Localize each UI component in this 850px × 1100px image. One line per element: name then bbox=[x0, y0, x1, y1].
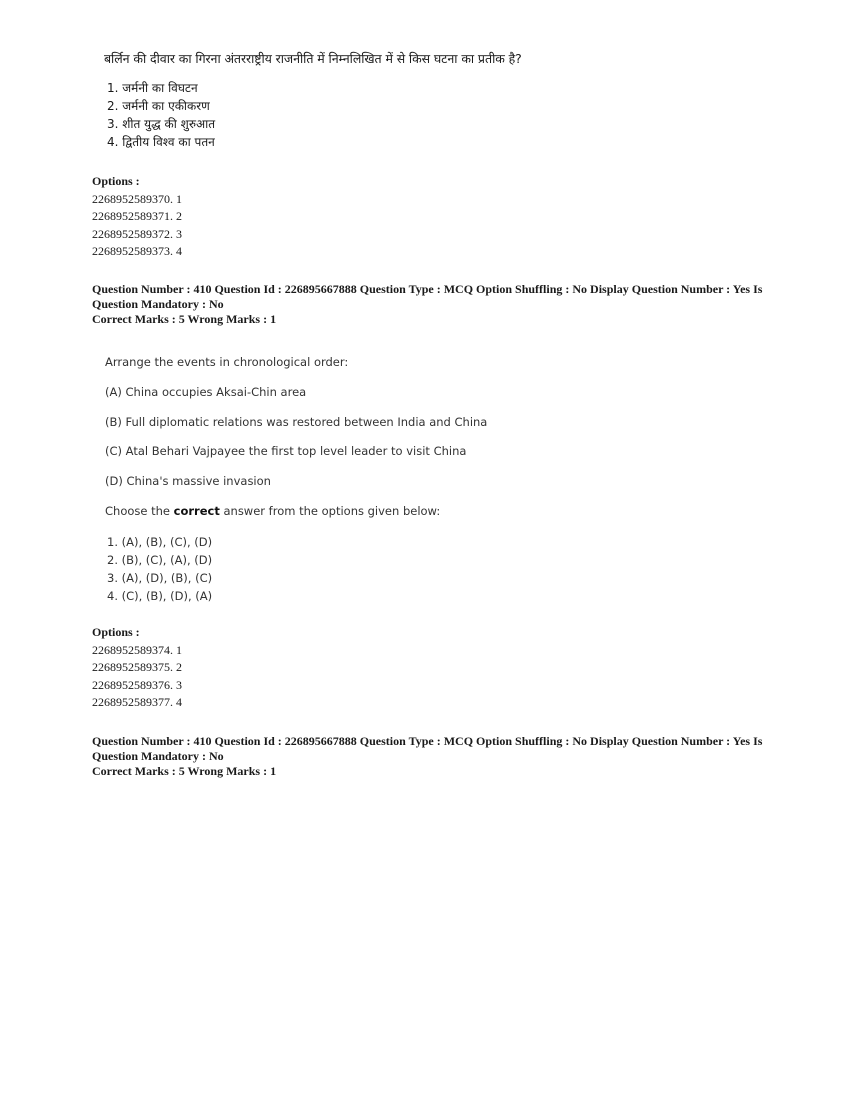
option-id: 2268952589373. 4 bbox=[92, 244, 182, 258]
question-text-hindi: बर्लिन की दीवार का गिरना अंतरराष्ट्रीय राजनीति में निम्नलिखित में से किस घटना का प्रतीक है? bbox=[104, 51, 522, 66]
option-id: 2268952589370. 1 bbox=[92, 191, 182, 206]
choice-item: 4. (C), (B), (D), (A) bbox=[107, 589, 213, 603]
option-id: 2268952589372. 3 bbox=[92, 226, 182, 241]
question-intro: Arrange the events in chronological order: bbox=[105, 355, 349, 369]
meta-line: Question Number : 410 Question Id : 226895667888 Question Type : MCQ Option Shuffling : No Display Question Number : Yes Is bbox=[92, 282, 763, 296]
meta-line: Question Number : 410 Question Id : 226895667888 Question Type : MCQ Option Shuffling : No Display Question Number : Yes Is bbox=[92, 734, 763, 748]
marks-line: Correct Marks : 5 Wrong Marks : 1 bbox=[92, 312, 277, 326]
option-id: 2268952589371. 2 bbox=[92, 209, 182, 223]
choice-item: 3. शीत युद्ध की शुरुआत bbox=[107, 117, 216, 131]
meta-line: Question Mandatory : No bbox=[92, 297, 224, 311]
choice-item: 1. जर्मनी का विघटन bbox=[107, 81, 198, 95]
answer-choices-hindi bbox=[107, 79, 215, 151]
choice-item: 3. (A), (D), (B), (C) bbox=[107, 571, 213, 585]
answer-choices bbox=[107, 533, 212, 605]
option-id: 2268952589375. 2 bbox=[92, 660, 182, 674]
meta-line: Question Mandatory : No bbox=[92, 749, 224, 763]
choose-emphasis: correct bbox=[173, 504, 220, 518]
choose-text: answer from the options given below: bbox=[219, 504, 441, 518]
option-id: 2268952589376. 3 bbox=[92, 677, 182, 692]
choice-item: 1. (A), (B), (C), (D) bbox=[107, 535, 213, 549]
options-block bbox=[92, 173, 182, 261]
option-id: 2268952589377. 4 bbox=[92, 695, 182, 709]
choose-instruction bbox=[105, 504, 440, 518]
options-heading: Options : bbox=[92, 625, 140, 639]
option-id: 2268952589374. 1 bbox=[92, 642, 182, 657]
event-item: (A) China occupies Aksai-Chin area bbox=[105, 385, 307, 399]
question-metadata bbox=[92, 282, 782, 327]
event-item: (B) Full diplomatic relations was restored between India and China bbox=[105, 415, 488, 429]
question-metadata bbox=[92, 734, 782, 779]
event-item: (C) Atal Behari Vajpayee the first top level leader to visit China bbox=[105, 444, 467, 458]
choose-text: Choose the bbox=[105, 504, 174, 518]
event-item: (D) China's massive invasion bbox=[105, 474, 271, 488]
options-heading: Options : bbox=[92, 174, 140, 188]
choice-item: 2. (B), (C), (A), (D) bbox=[107, 553, 213, 567]
choice-item: 4. द्वितीय विश्व का पतन bbox=[107, 135, 215, 149]
choice-item: 2. जर्मनी का एकीकरण bbox=[107, 99, 210, 113]
options-block bbox=[92, 624, 182, 712]
marks-line: Correct Marks : 5 Wrong Marks : 1 bbox=[92, 764, 277, 778]
